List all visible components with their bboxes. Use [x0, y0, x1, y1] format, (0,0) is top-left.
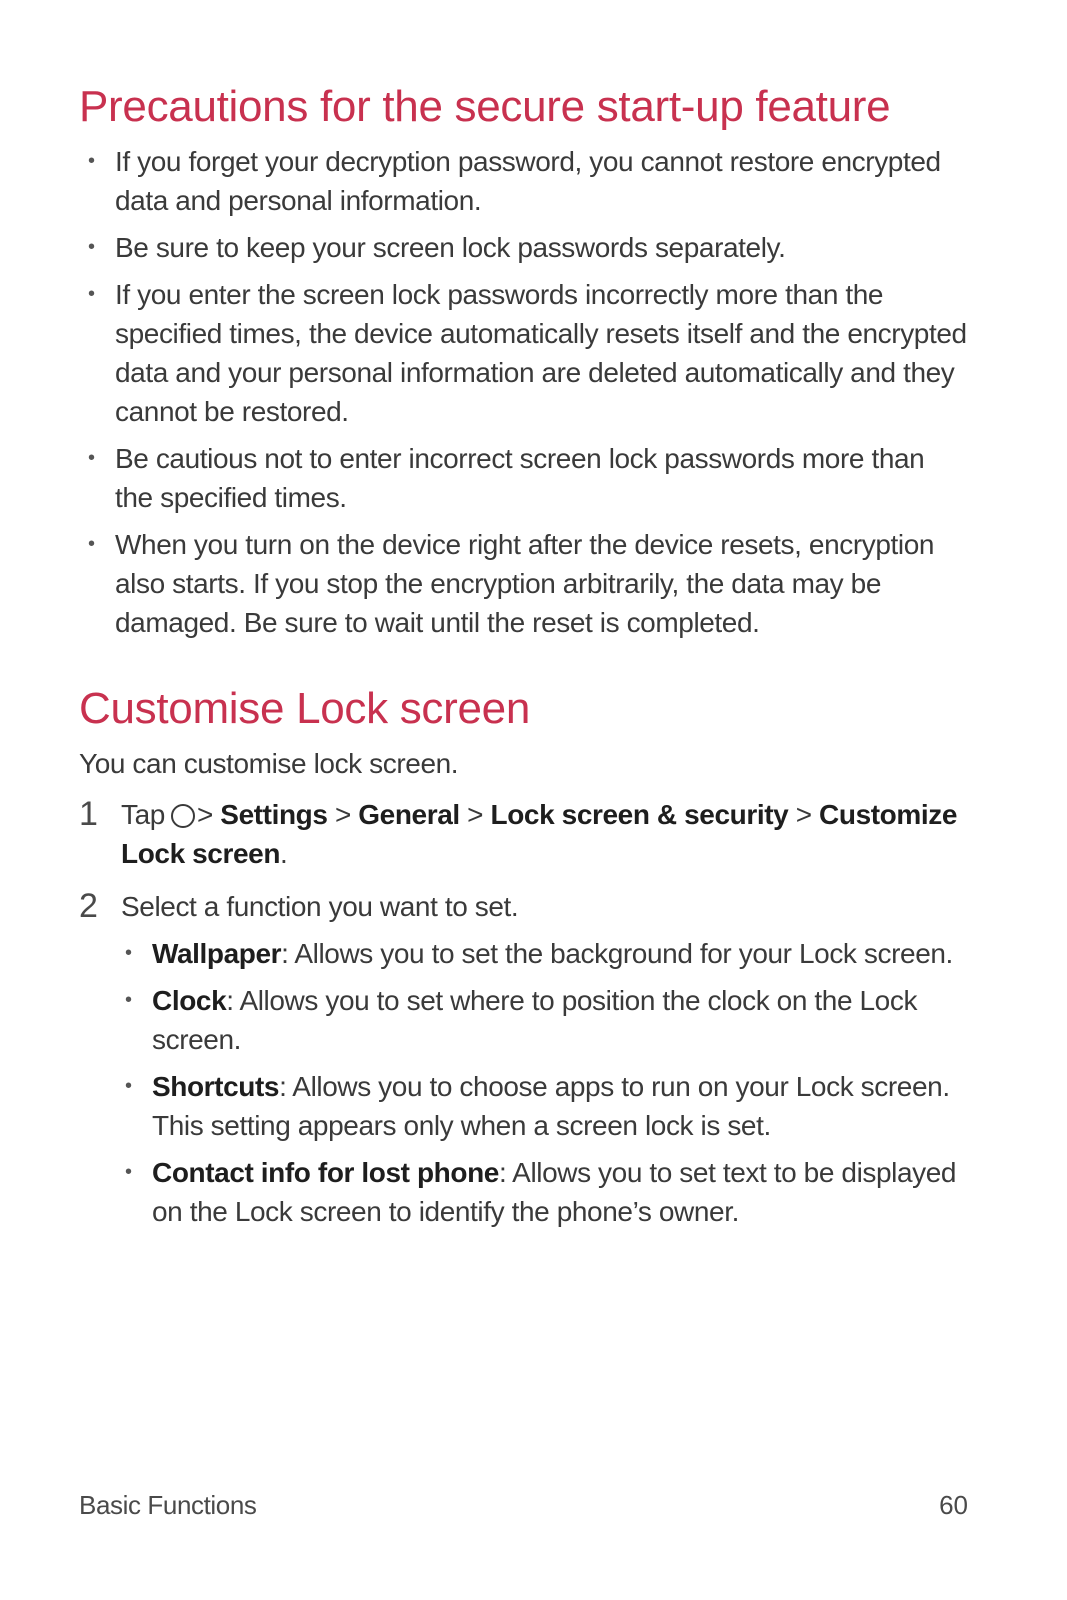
bullet-dot-icon: • — [88, 236, 95, 258]
bullet-dot-icon: • — [88, 283, 95, 305]
list-item — [79, 981, 969, 1059]
step-end-period: . — [280, 838, 288, 869]
list-item: • Be sure to keep your screen lock passwords separately. — [79, 228, 969, 267]
function-term: Clock — [152, 985, 227, 1016]
list-item — [79, 1153, 969, 1231]
function-desc: : Allows you to set the background for your Lock screen. — [281, 938, 953, 969]
section-title-precautions: Precautions for the secure start-up feature — [79, 82, 891, 131]
section-title-customise-lock-screen: Customise Lock screen — [79, 684, 530, 733]
list-item: • If you forget your decryption password, you cannot restore encrypted data and personal information. — [79, 142, 969, 220]
function-term: Wallpaper — [152, 938, 282, 969]
path-separator: > — [795, 799, 812, 830]
list-item: • When you turn on the device right after the device resets, encryption also starts. If you stop the encryption arbitrarily, the data may be damaged. Be sure to wait until the reset is completed. — [79, 525, 969, 642]
step-text: Select a function you want to set. — [121, 891, 519, 922]
function-desc: : Allows you to set where to position the clock on the Lock screen. — [152, 985, 918, 1055]
path-customize-lock-screen: Customize Lock screen — [121, 799, 958, 869]
function-list — [79, 934, 969, 1231]
footer-page-number: 60 — [939, 1490, 968, 1520]
path-separator: > — [467, 799, 484, 830]
home-circle-icon — [171, 804, 195, 828]
bullet-dot-icon: • — [88, 150, 95, 172]
function-term: Shortcuts — [152, 1071, 280, 1102]
bullet-dot-icon: • — [88, 533, 95, 555]
bullet-dot-icon: • — [88, 447, 95, 469]
bullet-dot-icon: • — [125, 1161, 132, 1183]
manual-page — [79, 78, 969, 1239]
function-desc: : Allows you to set text to be displayed on the Lock screen to identify the phone’s owner. — [152, 1157, 957, 1227]
step-1 — [79, 795, 969, 873]
path-general: General — [358, 799, 460, 830]
step-number: 2 — [79, 887, 98, 925]
bullet-dot-icon: • — [125, 989, 132, 1011]
list-item — [79, 934, 969, 973]
path-settings: Settings — [220, 799, 328, 830]
bullet-dot-icon: • — [125, 1075, 132, 1097]
precautions-list — [79, 142, 969, 642]
bullet-dot-icon: • — [125, 942, 132, 964]
section-intro: You can customise lock screen. — [79, 748, 459, 779]
list-item: • Be cautious not to enter incorrect screen lock passwords more than the specified times. — [79, 439, 969, 517]
path-separator: > — [334, 799, 351, 830]
footer-chapter: Basic Functions — [79, 1490, 257, 1520]
step-2 — [79, 887, 969, 926]
function-term: Contact info for lost phone — [152, 1157, 499, 1188]
step-tap-label: Tap — [121, 799, 165, 830]
list-item: • If you enter the screen lock passwords incorrectly more than the specified times, the device automatically resets itself and the encrypted data and your personal information are deleted automatically and they cannot be restored. — [79, 275, 969, 431]
step-number: 1 — [79, 795, 98, 833]
path-lock-screen-security: Lock screen & security — [490, 799, 789, 830]
list-item — [79, 1067, 969, 1145]
path-separator: > — [196, 799, 213, 830]
function-desc: : Allows you to choose apps to run on your Lock screen. This setting appears only when a screen lock is set. — [152, 1071, 950, 1141]
